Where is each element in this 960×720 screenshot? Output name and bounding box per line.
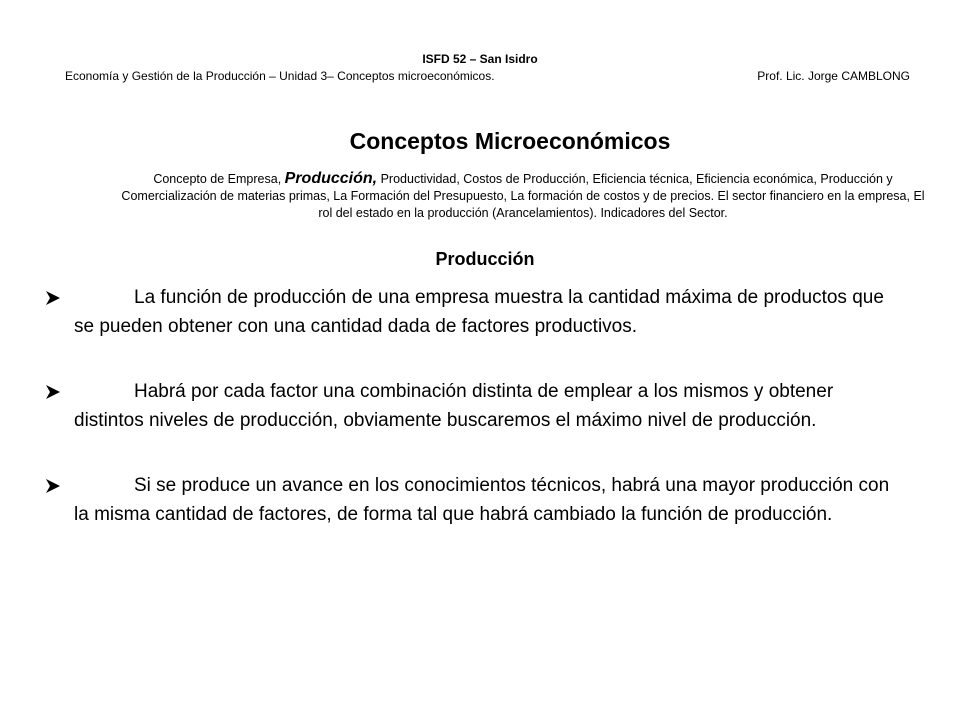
page-title: Conceptos Microeconómicos [349, 128, 671, 154]
section-heading: Producción [435, 249, 535, 269]
course-header: Economía y Gestión de la Producción – Unidad 3– Conceptos microeconómicos. [65, 69, 495, 83]
bullet-list [46, 283, 906, 565]
subtitle-topics [118, 170, 928, 222]
list-item [46, 283, 906, 341]
subtitle-text-after: Productividad, Costos de Producción, Eficiencia técnica, Eficiencia económica, Producción y Comercialización de materias primas, La Formación del Presupuesto, La formación de costos y de precios. El sector financiero en la empresa, El rol del estado en la producción (Arancelamientos). Indicadores del Sector. [121, 172, 925, 220]
bullet-text: Habrá por cada factor una combinación distinta de emplear a los mismos y obtener distintos niveles de producción, obviamente buscaremos el máximo nivel de producción. [74, 381, 834, 431]
arrowhead-icon [46, 479, 60, 493]
bullet-text: La función de producción de una empresa muestra la cantidad máxima de productos que se pueden obtener con una cantidad dada de factores productivos. [74, 287, 884, 337]
arrowhead-icon [46, 291, 60, 305]
subtitle-emphasis: Producción, [284, 170, 378, 187]
arrowhead-icon [46, 385, 60, 399]
list-item [46, 471, 906, 529]
list-item [46, 377, 906, 435]
institution-header: ISFD 52 – San Isidro [422, 52, 538, 66]
bullet-text: Si se produce un avance en los conocimientos técnicos, habrá una mayor producción con la misma cantidad de factores, de forma tal que habrá cambiado la función de producción. [74, 475, 890, 525]
professor-header: Prof. Lic. Jorge CAMBLONG [757, 69, 910, 83]
subtitle-text-before: Concepto de Empresa, [153, 172, 285, 186]
